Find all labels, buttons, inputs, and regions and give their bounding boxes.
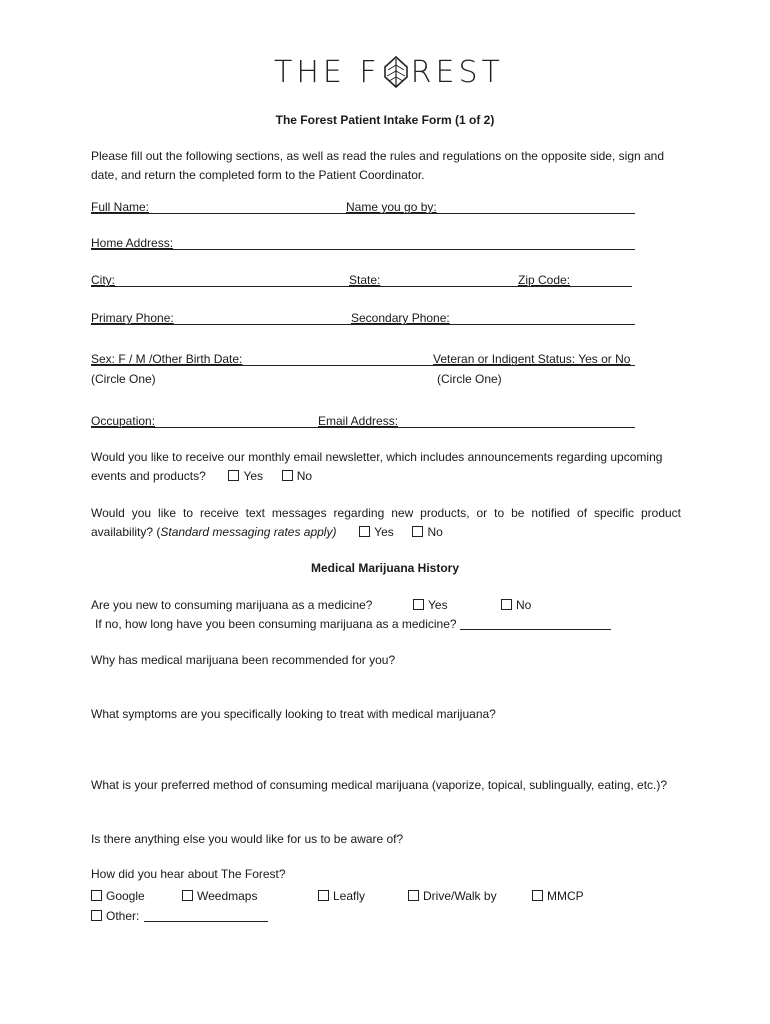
- leafly-label: Leafly: [333, 889, 366, 903]
- newsletter-no-checkbox[interactable]: [282, 470, 293, 481]
- symptoms-question: What symptoms are you specifically looking to treat with medical marijuana?: [91, 707, 496, 721]
- circle-one-sex: (Circle One): [91, 372, 156, 386]
- logo-text-right: REST: [410, 54, 504, 90]
- city-label: City:: [91, 273, 115, 287]
- primary-phone-label: Primary Phone:: [91, 311, 174, 325]
- circle-one-veteran: (Circle One): [437, 372, 502, 386]
- how-long-question: If no, how long have you been consuming marijuana as a medicine?: [95, 617, 457, 631]
- hear-option-other: [91, 909, 139, 923]
- hear-option-google: [91, 889, 145, 903]
- zip-label: Zip Code:: [518, 273, 571, 287]
- anything-else-question: Is there anything else you would like for us to be aware of?: [91, 832, 404, 846]
- why-recommended-question: Why has medical marijuana been recommended for you?: [91, 653, 396, 667]
- hear-about-question: How did you hear about The Forest?: [91, 867, 286, 881]
- full-name-label: Full Name:: [91, 200, 150, 214]
- home-address-label: Home Address:: [91, 236, 174, 250]
- newsletter-question-end: events and products?: [91, 469, 206, 483]
- newsletter-line2: [91, 469, 312, 483]
- other-field[interactable]: [144, 921, 268, 922]
- hear-option-leafly: [318, 889, 365, 903]
- hear-option-weedmaps: [182, 889, 257, 903]
- text-messages-rates-note: Standard messaging rates apply): [160, 525, 337, 539]
- logo-text-left: THE F: [274, 54, 381, 90]
- text-messages-prefix: availability? (: [91, 525, 161, 539]
- drive-walk-label: Drive/Walk by: [423, 889, 497, 903]
- new-consuming-question: Are you new to consuming marijuana as a medicine?: [91, 598, 373, 612]
- state-label: State:: [349, 273, 381, 287]
- google-label: Google: [106, 889, 145, 903]
- secondary-phone-label: Secondary Phone:: [351, 311, 450, 325]
- hear-option-drive-walk: [408, 889, 497, 903]
- history-heading: Medical Marijuana History: [310, 561, 460, 575]
- logo: [274, 54, 504, 90]
- text-messages-question: Would you like to receive text messages regarding new products, or to be notified of specific product: [91, 506, 681, 520]
- new-consuming-no-label: No: [516, 598, 532, 612]
- new-consuming-no: [501, 598, 531, 612]
- leaf-icon: [383, 55, 409, 89]
- newsletter-yes-checkbox[interactable]: [228, 470, 239, 481]
- weedmaps-label: Weedmaps: [197, 889, 258, 903]
- drive-walk-checkbox[interactable]: [408, 890, 419, 901]
- text-no-checkbox[interactable]: [412, 526, 423, 537]
- newsletter-question: Would you like to receive our monthly email newsletter, which includes announcements regarding upcoming: [91, 450, 663, 464]
- google-checkbox[interactable]: [91, 890, 102, 901]
- newsletter-no-label: No: [296, 469, 313, 483]
- how-long-field[interactable]: [460, 629, 611, 630]
- text-messages-line2: [91, 525, 443, 539]
- new-consuming-yes-label: Yes: [428, 598, 448, 612]
- home-address-field[interactable]: [91, 249, 635, 250]
- hear-option-mmcp: [532, 889, 584, 903]
- name-go-by-label: Name you go by:: [346, 200, 437, 214]
- sex-birth-label: Sex: F / M /Other Birth Date:: [91, 352, 243, 366]
- new-consuming-yes: [413, 598, 448, 612]
- form-title: The Forest Patient Intake Form (1 of 2): [275, 113, 495, 127]
- leafly-checkbox[interactable]: [318, 890, 329, 901]
- occupation-label: Occupation:: [91, 414, 156, 428]
- veteran-label: Veteran or Indigent Status: Yes or No: [433, 352, 631, 366]
- intro-text: Please fill out the following sections, as well as read the rules and regulations on the opposite side, sign and date, and return the completed form to the Patient Coordinator.: [91, 149, 665, 182]
- other-label: Other:: [106, 909, 140, 923]
- text-no-label: No: [427, 525, 443, 539]
- mmcp-label: MMCP: [547, 889, 584, 903]
- text-yes-checkbox[interactable]: [359, 526, 370, 537]
- new-consuming-yes-checkbox[interactable]: [413, 599, 424, 610]
- mmcp-checkbox[interactable]: [532, 890, 543, 901]
- email-label: Email Address:: [318, 414, 399, 428]
- weedmaps-checkbox[interactable]: [182, 890, 193, 901]
- other-checkbox[interactable]: [91, 910, 102, 921]
- newsletter-yes-label: Yes: [243, 469, 264, 483]
- preferred-method-question: What is your preferred method of consuming medical marijuana (vaporize, topical, sublingually, eating, etc.)?: [91, 778, 668, 792]
- text-yes-label: Yes: [374, 525, 394, 539]
- new-consuming-no-checkbox[interactable]: [501, 599, 512, 610]
